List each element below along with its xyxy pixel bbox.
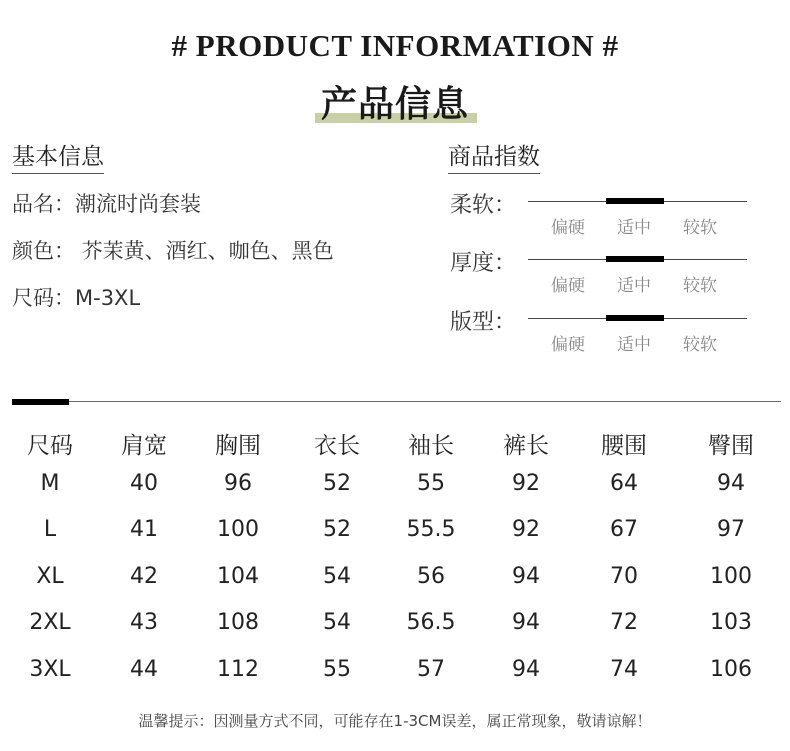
- table-cell: 55: [417, 470, 445, 496]
- size-table: [0, 426, 790, 693]
- column-header: 裤长: [503, 432, 549, 459]
- table-cell: 44: [130, 656, 158, 682]
- info-line-size: 尺码：M-3XL: [12, 286, 141, 310]
- table-cell: 92: [512, 517, 540, 543]
- table-cell: 57: [417, 656, 445, 682]
- scale-label-hard: 偏硬: [551, 276, 585, 296]
- scale-selected-marker: [606, 256, 664, 262]
- scale-label-medium: 适中: [617, 335, 651, 355]
- table-cell: 40: [130, 470, 158, 496]
- table-header-row: [0, 426, 790, 460]
- table-cell: 55.5: [406, 517, 456, 543]
- table-cell: 41: [130, 517, 158, 543]
- page-title-cn: [317, 76, 473, 127]
- table-cell: 64: [610, 470, 638, 496]
- table-cell: 70: [610, 563, 638, 589]
- table-cell: 42: [130, 563, 158, 589]
- column-header: 尺码: [27, 432, 73, 459]
- table-row: [0, 646, 790, 693]
- table-cell: 92: [512, 470, 540, 496]
- table-cell: 108: [217, 610, 259, 636]
- measurement-footnote: 温馨提示：因测量方式不同，可能存在1-3CM误差，属正常现象，敬请谅解！: [138, 712, 652, 730]
- section-divider: [12, 401, 781, 402]
- table-cell: 74: [610, 656, 638, 682]
- metric-label-softness: 柔软：: [450, 193, 517, 218]
- table-cell: 103: [710, 610, 752, 636]
- table-cell: 52: [323, 470, 351, 496]
- table-cell: 100: [217, 517, 259, 543]
- table-cell: 97: [717, 517, 745, 543]
- table-cell: 100: [710, 563, 752, 589]
- scale-label-medium: 适中: [617, 218, 651, 238]
- table-cell: 54: [323, 610, 351, 636]
- table-cell: 94: [512, 656, 540, 682]
- table-cell: 96: [224, 470, 252, 496]
- column-header: 衣长: [314, 432, 360, 459]
- table-row: [0, 600, 790, 647]
- table-cell: XL: [36, 563, 64, 589]
- metric-label-thickness: 厚度：: [450, 251, 517, 276]
- table-cell: 94: [512, 610, 540, 636]
- table-cell: 56: [417, 563, 445, 589]
- table-row: [0, 460, 790, 507]
- table-cell: 43: [130, 610, 158, 636]
- column-header: 肩宽: [121, 432, 167, 459]
- scale-selected-marker: [606, 198, 664, 204]
- scale-label-medium: 适中: [617, 276, 651, 296]
- table-row: [0, 507, 790, 554]
- table-cell: 67: [610, 517, 638, 543]
- column-header: 胸围: [215, 432, 261, 459]
- scale-label-soft: 较软: [683, 218, 717, 238]
- scale-label-soft: 较软: [683, 335, 717, 355]
- metric-label-fit: 版型：: [450, 310, 517, 335]
- table-cell: M: [40, 470, 60, 496]
- table-cell: 112: [217, 656, 259, 682]
- scale-label-hard: 偏硬: [551, 335, 585, 355]
- scale-label-hard: 偏硬: [551, 218, 585, 238]
- scale-label-soft: 较软: [683, 276, 717, 296]
- table-cell: 56.5: [406, 610, 456, 636]
- page-title-en: # PRODUCT INFORMATION #: [171, 28, 619, 63]
- scale-selected-marker: [606, 315, 664, 321]
- table-cell: 94: [512, 563, 540, 589]
- table-cell: 52: [323, 517, 351, 543]
- table-cell: 94: [717, 470, 745, 496]
- table-cell: 72: [610, 610, 638, 636]
- page-title-cn-text: 产品信息: [320, 84, 469, 125]
- table-cell: 54: [323, 563, 351, 589]
- table-cell: 104: [217, 563, 259, 589]
- table-cell: 106: [710, 656, 752, 682]
- info-line-name: 品名：潮流时尚套装: [12, 192, 201, 216]
- basic-info-heading: 基本信息: [12, 138, 104, 174]
- table-cell: 2XL: [29, 610, 71, 636]
- table-cell: L: [43, 517, 57, 543]
- table-cell: 55: [323, 656, 351, 682]
- column-header: 臀围: [708, 432, 754, 459]
- product-index-heading: 商品指数: [448, 138, 540, 174]
- table-row: [0, 553, 790, 600]
- column-header: 腰围: [601, 432, 647, 459]
- page-title-cn-wrap: [0, 76, 790, 127]
- section-divider-accent: [12, 399, 69, 405]
- table-cell: 3XL: [29, 656, 71, 682]
- info-line-color: 颜色： 芥茉黄、酒红、咖色、黑色: [12, 239, 334, 263]
- column-header: 袖长: [408, 432, 454, 459]
